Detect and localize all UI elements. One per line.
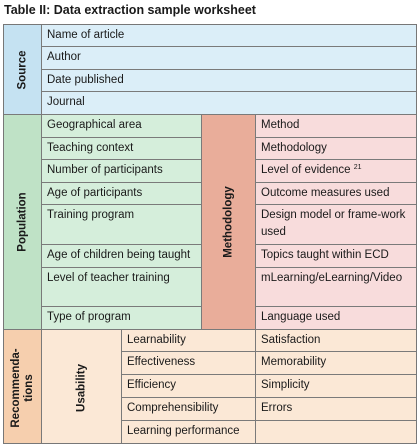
usability-item-comprehensibility: Comprehensibility <box>122 398 256 421</box>
usability-item-satisfaction: Satisfaction <box>256 330 417 352</box>
methodology-item-language-used: Language used <box>256 307 417 330</box>
recommendations-label: Recommenda- tions <box>9 347 35 428</box>
usability-item-memorability: Memorability <box>256 352 417 375</box>
source-item-name-of-article: Name of article <box>42 25 417 47</box>
population-item-age-of-children: Age of children being taught <box>42 245 202 268</box>
section-label-source <box>4 25 42 115</box>
usability-item-empty <box>256 421 417 444</box>
section-label-recommendations <box>4 330 42 444</box>
methodology-item-method: Method <box>256 115 417 138</box>
methodology-item-learning-mode: mLearning/eLearning/Video <box>256 268 417 307</box>
population-item-number-of-participants: Number of participants <box>42 160 202 183</box>
population-item-teaching-context: Teaching context <box>42 138 202 160</box>
methodology-item-level-of-evidence <box>256 160 417 183</box>
source-item-author: Author <box>42 47 417 70</box>
usability-item-efficiency: Efficiency <box>122 375 256 398</box>
methodology-item-design-model: Design model or frame-work used <box>256 205 417 245</box>
source-label: Source <box>16 50 28 89</box>
usability-item-learnability: Learnability <box>122 330 256 352</box>
usability-item-simplicity: Simplicity <box>256 375 417 398</box>
population-item-type-of-program: Type of program <box>42 307 202 330</box>
usability-label: Usability <box>75 363 87 412</box>
level-of-evidence-text: Level of evidence <box>261 164 351 176</box>
source-item-journal: Journal <box>42 92 417 115</box>
usability-item-effectiveness: Effectiveness <box>122 352 256 375</box>
methodology-item-methodology: Methodology <box>256 138 417 160</box>
methodology-item-outcome-measures: Outcome measures used <box>256 183 417 205</box>
source-item-date-published: Date published <box>42 70 417 92</box>
section-label-population <box>4 115 42 330</box>
population-item-level-of-teacher-training: Level of teacher training <box>42 268 202 307</box>
data-extraction-worksheet <box>3 24 417 444</box>
usability-group <box>42 330 122 444</box>
population-item-age-of-participants: Age of participants <box>42 183 202 205</box>
reference-superscript: 21 <box>353 164 362 171</box>
population-item-geographical-area: Geographical area <box>42 115 202 138</box>
usability-item-learning-performance: Learning performance <box>122 421 256 444</box>
usability-item-errors: Errors <box>256 398 417 421</box>
table-caption: Table II: Data extraction sample worksheet <box>4 3 256 17</box>
methodology-item-topics-taught: Topics taught within ECD <box>256 245 417 268</box>
population-label: Population <box>16 192 28 252</box>
section-label-methodology <box>202 115 256 330</box>
population-item-training-program: Training program <box>42 205 202 245</box>
methodology-label: Methodology <box>222 186 234 258</box>
